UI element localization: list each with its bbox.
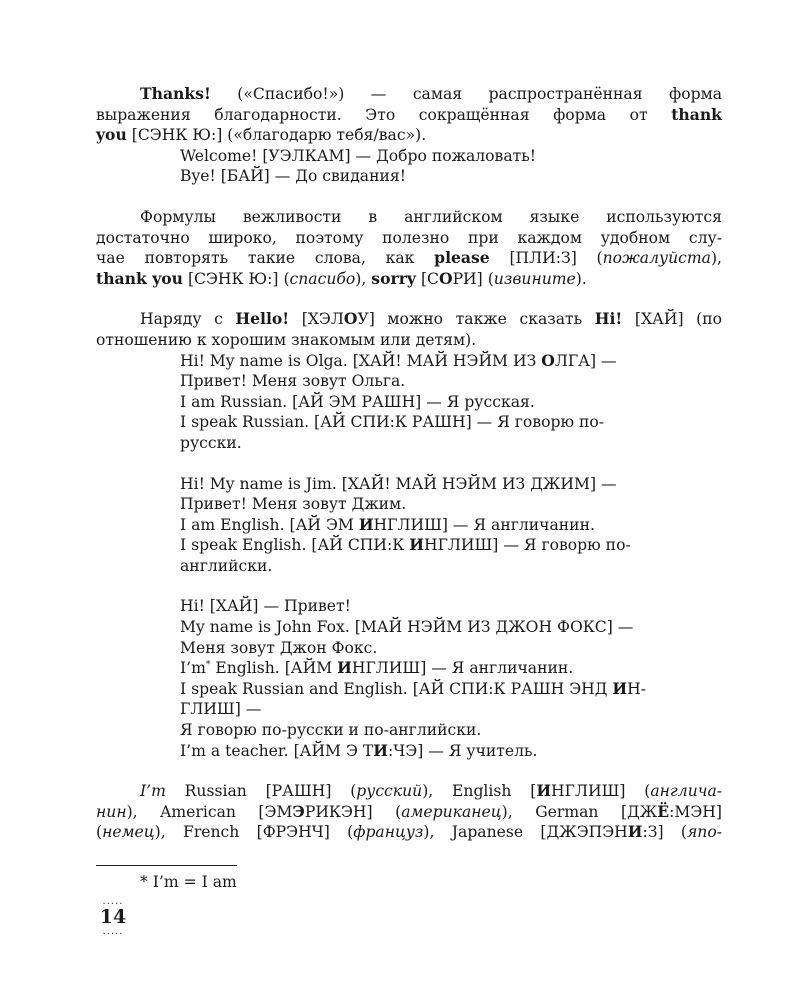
- example-line: I speak Russian. [АЙ СПИ:К РАШН] — Я говорю по-: [180, 413, 605, 432]
- term-thank-you: thank you: [96, 268, 184, 288]
- text-run: English. [АЙМ: [210, 659, 338, 678]
- example-line: Привет! Меня зовут Ольга.: [180, 372, 406, 391]
- example-line: [180, 535, 722, 556]
- text-line: [96, 781, 722, 802]
- term-thank: thank: [671, 104, 722, 124]
- paragraph-nationalities: [96, 781, 722, 843]
- text-run: ),: [710, 249, 722, 268]
- text-run: НГЛИШ] — Я говорю по-: [423, 536, 631, 555]
- stress-letter: Э: [292, 801, 305, 821]
- text-run: ), English [: [422, 782, 537, 801]
- text-run: РИ] (: [452, 269, 494, 288]
- text-run: :МЭН]: [669, 802, 722, 821]
- text-run: НГЛИШ] — Я англичанин.: [351, 659, 574, 678]
- term-hi: Hi!: [594, 309, 623, 329]
- translation: американец: [401, 802, 502, 821]
- example-line: [180, 679, 722, 700]
- text-line: [96, 248, 722, 269]
- example-line: [180, 515, 722, 536]
- text-run: Hi! My name is Olga. [ХАЙ! МАЙ НЭЙМ ИЗ: [180, 351, 542, 370]
- translation: нин: [96, 802, 127, 821]
- example-line: Меня зовут Джон Фокс.: [180, 638, 378, 657]
- text-run: ).: [575, 269, 587, 288]
- text-line: [96, 822, 722, 843]
- stress-letter: И: [536, 781, 552, 801]
- example-line: Welcome! [УЭЛКАМ] — Добро пожаловать!: [180, 146, 537, 165]
- text-line: [96, 84, 722, 105]
- example-line: My name is John Fox. [МАЙ НЭЙМ ИЗ ДЖОН ФОКС] —: [180, 618, 634, 637]
- term-thanks: Thanks!: [140, 84, 211, 103]
- stress-letter: И: [358, 514, 374, 534]
- stress-letter: И: [612, 678, 628, 698]
- text-run: У] можно также сказать: [357, 310, 595, 329]
- example-line: Bye! [БАЙ] — До свидания!: [180, 167, 406, 186]
- text-run: выражения благодарности. Это сокращённая форма от: [96, 105, 672, 124]
- text-run: ), German [ДЖ: [501, 802, 658, 821]
- text-run: чае повторять такие слова, как: [96, 249, 435, 268]
- text-run: [ХЭЛ: [289, 310, 344, 329]
- text-line: достаточно широко, поэтому полезно при каждом удобном слу-: [96, 228, 722, 247]
- example-line: Hi! [ХАЙ] — Привет!: [180, 597, 351, 616]
- text-run: [ХАЙ] (по: [622, 310, 722, 329]
- translation: пожалуйста: [602, 249, 711, 268]
- text-run: (: [96, 823, 103, 842]
- stress-letter: И: [627, 822, 643, 842]
- text-run: ), American [ЭМ: [126, 802, 293, 821]
- page-dots-bottom: .....: [102, 926, 124, 937]
- page-number: 14: [99, 906, 127, 928]
- stress-letter: О: [343, 309, 358, 329]
- text-run: :З] (: [642, 823, 687, 842]
- stress-letter: И: [409, 535, 424, 555]
- example-block-olga: [96, 351, 722, 454]
- text-run: [ПЛИ:З] (: [489, 249, 603, 268]
- term-hello: Hello!: [235, 309, 290, 329]
- stress-letter: О: [541, 350, 555, 370]
- term-you: you: [96, 125, 127, 145]
- text-run: ЛГА] —: [554, 351, 617, 370]
- text-run: Н-: [627, 679, 647, 698]
- stress-letter: О: [438, 268, 453, 288]
- text-run: Russian [РАШН] (: [165, 782, 357, 801]
- text-line: [96, 105, 722, 126]
- example-line: ГЛИШ] —: [180, 700, 262, 719]
- example-line: [180, 741, 722, 762]
- translation: англича-: [650, 782, 723, 801]
- example-line: [180, 351, 722, 372]
- text-run: НГЛИШ] — Я англичанин.: [373, 515, 595, 534]
- text-run: («Спасибо!») — самая распространённая форма: [210, 85, 722, 103]
- text-run: ),: [355, 269, 372, 288]
- stress-letter: И: [373, 740, 389, 760]
- text-run: НГЛИШ] (: [551, 782, 651, 801]
- text-line: отношению к хорошим знакомым или детям).: [96, 330, 477, 349]
- text-line: [96, 309, 722, 330]
- translation: француз: [353, 823, 424, 842]
- example-block-jim: [96, 474, 722, 577]
- footnote: * I’m = I am: [140, 873, 237, 891]
- text-run: I speak Russian and English. [АЙ СПИ:К РАШН ЭНД: [180, 679, 613, 698]
- text-run: [С: [415, 269, 439, 288]
- translation: русский: [356, 782, 423, 801]
- footnote-divider: [96, 865, 237, 866]
- paragraph-politeness: [96, 207, 722, 289]
- translation: немец: [102, 823, 155, 842]
- example-block-welcome: [96, 146, 722, 187]
- text-run: [СЭНК Ю:] («благодарю тебя/вас»).: [126, 126, 427, 145]
- spacer: [96, 187, 722, 207]
- translation: извините: [493, 269, 576, 288]
- example-line: русски.: [180, 433, 242, 452]
- translation: япо-: [686, 823, 722, 842]
- spacer: [96, 289, 722, 309]
- spacer: [96, 454, 722, 474]
- text-line: [96, 269, 722, 290]
- example-block-john-fox: [96, 596, 722, 761]
- paragraph-hello: [96, 309, 722, 350]
- spacer: [96, 761, 722, 781]
- example-line: английски.: [180, 556, 273, 575]
- text-line: Формулы вежливости в английском языке используются: [140, 207, 722, 226]
- example-line: [180, 658, 722, 679]
- page-number-block: [96, 898, 130, 936]
- example-line: Hi! My name is Jim. [ХАЙ! МАЙ НЭЙМ ИЗ ДЖИМ] —: [180, 474, 617, 493]
- spacer: [96, 576, 722, 596]
- text-run: Наряду с: [140, 310, 236, 329]
- text-run: [СЭНК Ю:] (: [183, 269, 290, 288]
- page-body: [96, 84, 722, 843]
- text-run: I speak English. [АЙ СПИ:К: [180, 536, 410, 555]
- footnote-marker: *: [205, 660, 211, 671]
- page-dots-top: .....: [102, 896, 124, 907]
- paragraph-thanks: [96, 84, 722, 146]
- term-please: please: [434, 248, 490, 268]
- text-line: [96, 125, 722, 146]
- text-run: :ЧЭ] — Я учитель.: [388, 741, 538, 760]
- text-run: ), French [ФРЭНЧ] (: [154, 823, 354, 842]
- example-line: Я говорю по-русски и по-английски.: [180, 721, 482, 740]
- text-run: I’m: [180, 659, 206, 678]
- text-run: I’m a teacher. [АЙМ Э Т: [180, 741, 374, 760]
- example-line: Привет! Меня зовут Джим.: [180, 495, 407, 514]
- text-run: РИКЭН] (: [304, 802, 402, 821]
- example-line: I am Russian. [АЙ ЭМ РАШН] — Я русская.: [180, 392, 535, 411]
- term-sorry: sorry: [371, 268, 416, 288]
- translation: спасибо: [289, 269, 356, 288]
- stress-letter: Ё: [657, 801, 670, 821]
- stress-letter: И: [337, 658, 352, 678]
- term-im: I’m: [140, 782, 166, 801]
- text-line: [96, 802, 722, 823]
- text-run: ), Japanese [ДЖЭПЭН: [423, 823, 628, 842]
- text-run: I am English. [АЙ ЭМ: [180, 515, 359, 534]
